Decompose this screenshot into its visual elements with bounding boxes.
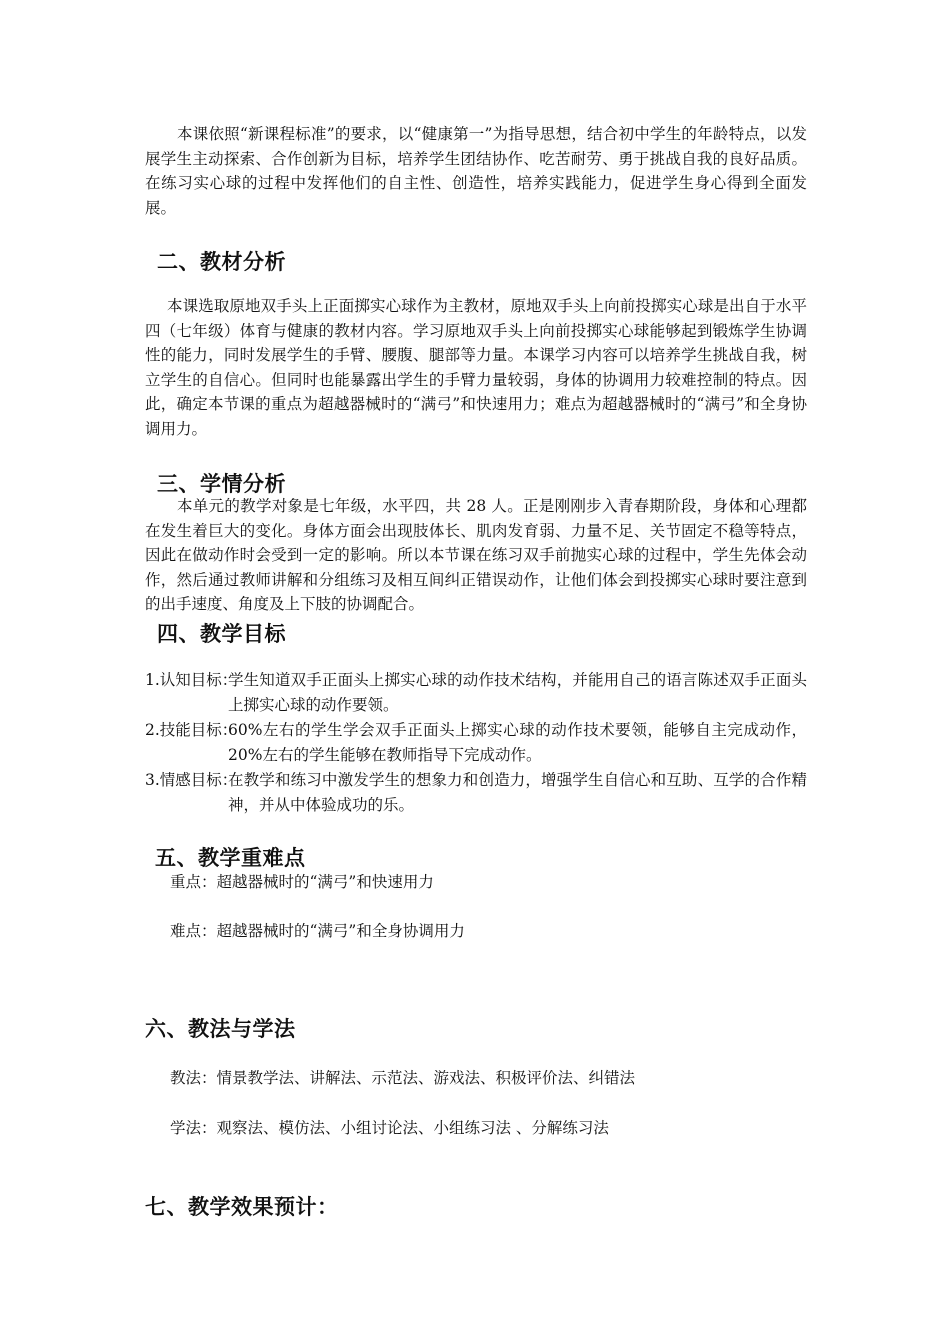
goal-text: 在教学和练习中激发学生的想象力和创造力，增强学生自信心和互助、互学的合作精神，并从中体验成功的乐。 <box>228 771 807 814</box>
goal-text: 60%左右的学生学会双手正面头上掷实心球的动作技术要领，能够自主完成动作，20%左右的学生能够在教师指导下完成动作。 <box>228 721 807 764</box>
learner-analysis-paragraph: 本单元的教学对象是七年级，水平四，共 28 人。正是刚刚步入青春期阶段，身体和心理都在发生着巨大的变化。身体方面会出现肢体长、肌肉发育弱、力量不足、关节固定不稳等特点，因此在做动作时会受到一定的影响。所以本节课在练习双手前抛实心球的过程中，学生先体会动作，然后通过教师讲解和分组练习及相互间纠正错误动作，让他们体会到投掷实心球时要注意到的出手速度、角度及上下肢的协调配合。 <box>145 497 807 614</box>
goal-label: 2.技能目标： <box>145 721 238 739</box>
difficult-point: 难点：超越器械时的“满弓”和全身协调用力 <box>170 922 465 940</box>
learning-methods: 学法：观察法、模仿法、小组讨论法、小组练习法 、分解练习法 <box>170 1119 609 1137</box>
section-heading-key-difficult-points: 五、教学重难点 <box>155 846 306 870</box>
section-heading-learner-analysis: 三、学情分析 <box>157 472 286 496</box>
section-heading-teaching-goals: 四、教学目标 <box>157 622 286 646</box>
key-point: 重点：超越器械时的“满弓”和快速用力 <box>170 873 434 891</box>
goal-label: 3.情感目标： <box>145 771 238 789</box>
intro-paragraph: 本课依照“新课程标准”的要求，以“健康第一”为指导思想，结合初中学生的年龄特点，以发展学生主动探索、合作创新为目标，培养学生团结协作、吃苦耐劳、勇于挑战自我的良好品质。在练习实心球的过程中发挥他们的自主性、创造性，培养实践能力，促进学生身心得到全面发展。 <box>145 125 807 217</box>
goal-cognitive <box>145 668 807 717</box>
goal-skill <box>145 718 807 767</box>
goal-label: 1.认知目标： <box>145 671 238 689</box>
section-heading-methods: 六、教法与学法 <box>145 1017 296 1041</box>
section-heading-expected-effect: 七、教学效果预计： <box>145 1195 339 1219</box>
section-heading-material-analysis: 二、教材分析 <box>157 250 286 274</box>
goal-text: 学生知道双手正面头上掷实心球的动作技术结构，并能用自己的语言陈述双手正面头上掷实心球的动作要领。 <box>228 671 807 714</box>
teaching-methods: 教法：情景教学法、讲解法、示范法、游戏法、积极评价法、纠错法 <box>170 1069 636 1087</box>
goal-affective <box>145 768 807 817</box>
material-analysis-paragraph: 本课选取原地双手头上正面掷实心球作为主教材，原地双手头上向前投掷实心球是出自于水平四（七年级）体育与健康的教材内容。学习原地双手头上向前投掷实心球能够起到锻炼学生协调性的能力，同时发展学生的手臂、腰腹、腿部等力量。本课学习内容可以培养学生挑战自我，树立学生的自信心。但同时也能暴露出学生的手臂力量较弱，身体的协调用力较难控制的特点。因此，确定本节课的重点为超越器械时的“满弓”和快速用力；难点为超越器械时的“满弓”和全身协调用力。 <box>145 297 807 438</box>
